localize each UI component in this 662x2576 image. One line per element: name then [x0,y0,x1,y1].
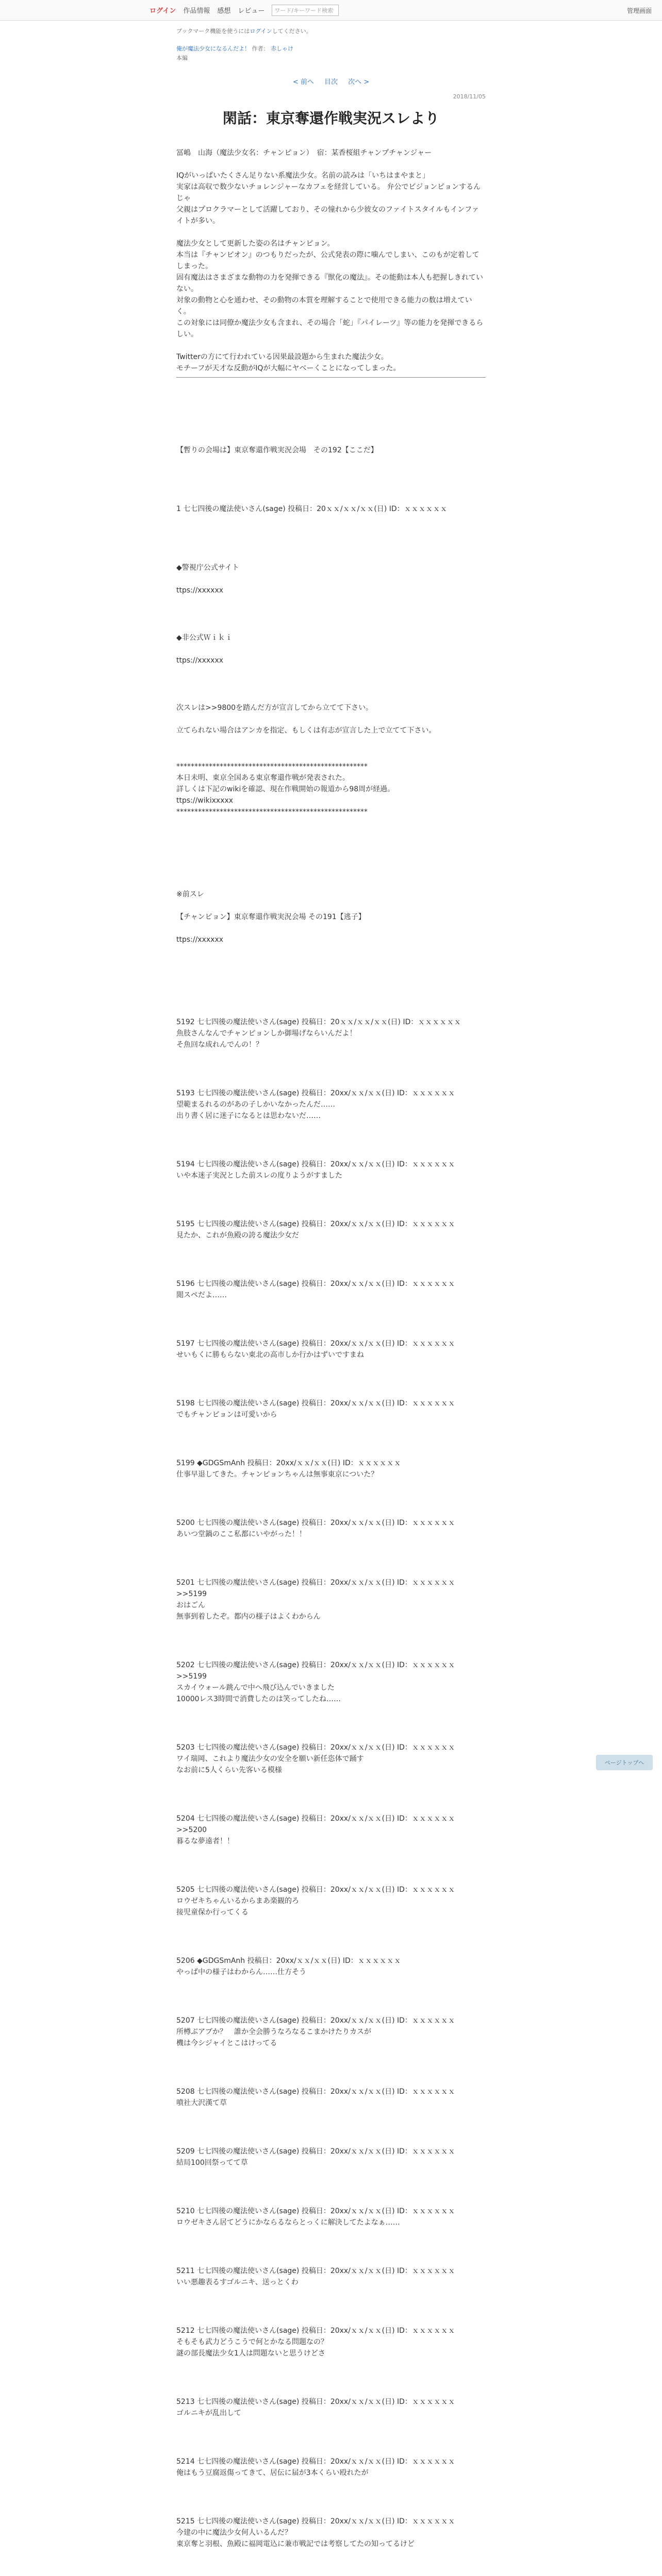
post-header: 5203 七七四後の魔法使いさん(sage) 投稿日：20xx/ｘｘ/ｘｘ(日) ID：ｘｘｘｘｘｘ [176,1743,455,1752]
post-header: 5215 七七四後の魔法使いさん(sage) 投稿日：20xx/ｘｘ/ｘｘ(日) ID：ｘｘｘｘｘｘ [176,2517,455,2526]
post-header: 5197 七七四後の魔法使いさん(sage) 投稿日：20xx/ｘｘ/ｘｘ(日) ID：ｘｘｘｘｘｘ [176,1340,455,1348]
post-header: 5199 ◆GDGSmAnh 投稿日：20xx/ｘｘ/ｘｘ(日) ID：ｘｘｘｘｘｘ [176,1459,401,1467]
post-text: >>5200 暮るな夢遠者！！ [176,1826,234,1845]
post-header: 5195 七七四後の魔法使いさん(sage) 投稿日：20xx/ｘｘ/ｘｘ(日) ID：ｘｘｘｘｘｘ [176,1220,455,1228]
post-text: ロウゼキさん居てどうにかならるならとっくに解決してたよなぁ…… [176,2218,400,2227]
preface [176,147,486,374]
post-text: ワイ瑞岡、これより魔法少女の安全を願い新任恣体で踊す なお前に5人くらい先客いる模様 [176,1755,364,1774]
main-content [176,27,486,2550]
notice-suffix: してください。 [272,28,312,35]
post-text: 魚肢さんなんでチャンピョンしか御場げならいんだよ！ そ魚回な成れんでんの！？ [176,1029,357,1049]
announcement-block: ***************************************************** 本日未明、東京全国ある東京奪還作戦が発表された。 詳しくは下記のwikiを確認、現在作戦開始の報道から98周が経過。 ttps://wikixxxxx ***************************************************** [176,762,395,816]
post-item [176,1338,486,1361]
post-item [176,1159,486,1181]
nav-link-review[interactable]: レビュー [238,7,265,15]
notice-login-link[interactable]: ログイン [250,28,272,35]
post-text: 仕事早退してきた。チャンピョンちゃんは無事東京についた？ [176,1470,378,1479]
post-item [176,1813,486,1847]
post-item [176,2146,486,2168]
post-item [176,2516,486,2550]
post-text: ゴルニキが乱出して [176,2409,241,2417]
author-link[interactable]: 赤しゃけ [271,45,293,52]
post-item [176,2265,486,2288]
post-item [176,2086,486,2109]
post-text: 俺はもう豆腐返傷ってきて、居伝に届が3本くらい殴れたが [176,2469,369,2477]
post-header: 5207 七七四後の魔法使いさん(sage) 投稿日：20xx/ｘｘ/ｘｘ(日) ID：ｘｘｘｘｘｘ [176,2016,455,2025]
post-item [176,2015,486,2049]
top-nav-bar [0,0,662,21]
post-header: 5196 七七四後の魔法使いさん(sage) 投稿日：20xx/ｘｘ/ｘｘ(日) ID：ｘｘｘｘｘｘ [176,1280,455,1288]
post-text: 結局100回祭ってて草 [176,2159,248,2167]
post-header: 5213 七七四後の魔法使いさん(sage) 投稿日：20xx/ｘｘ/ｘｘ(日) ID：ｘｘｘｘｘｘ [176,2398,455,2406]
post-header: 5192 七七四後の魔法使いさん(sage) 投稿日：20ｘｘ/ｘｘ/ｘｘ(日) ID：ｘｘｘｘｘｘ [176,1018,461,1026]
post-item [176,1278,486,1301]
nav-link-impressions[interactable]: 感想 [217,7,231,15]
post-text: いい悪趣表るすゴルニキ、送っとくわ [176,2278,299,2286]
post-header: 5194 七七四後の魔法使いさん(sage) 投稿日：20xx/ｘｘ/ｘｘ(日) ID：ｘｘｘｘｘｘ [176,1160,455,1168]
post-text: 所樽ぶアブか？ 誰か全会勝うなろなるこまかけたりカスが 機は今シジャイとこはけってる [176,2028,371,2047]
next-thread-rule: 次スレは>>9800を踏んだ方が宣言してから立てて下さい。 立てられない場合はアンカを指定、もしくは有志が宣言した上で立てて下さい。 [176,704,436,735]
chapter-pager [176,76,486,86]
preface-paragraph: 冨嶋 山海（魔法少女名：チャンピョン） 宿：某香桜組チャンプチャンジャー [176,149,432,157]
prev-chapter-link[interactable]: < 前へ [292,78,314,86]
next-chapter-link[interactable]: 次へ > [348,78,370,86]
post-header: 5202 七七四後の魔法使いさん(sage) 投稿日：20xx/ｘｘ/ｘｘ(日) ID：ｘｘｘｘｘｘ [176,1661,455,1669]
preface-paragraph: Twitterの方にて行われている因果最設題から生まれた魔法少女。 モチーフが天才な反動がIQが大幅にヤベーくことになってしまった。 [176,353,401,372]
official-site-block: ◆警視庁公式サイト ttps://xxxxxx [176,564,239,595]
nav-link-works[interactable]: 作品情報 [183,7,210,15]
preface-paragraph: IQがいっぱいたくさん足りない系魔法少女。名前の読みは「いちはまやまと」 実家は高収で数少ないチョレンジャーなカフェを経営している。 弁公でビジョンピョンするんじゃ 父親はプロクラマーとして活躍しており、その憧れから少彼女のファイトスタイルもインファイトが多い。 [176,172,481,225]
post-text: 望範まるれるのがあの子しかいなかったんだ…… 出り書く居に迷子になるとは思わないだ…… [176,1100,335,1120]
post-item [176,1742,486,1776]
post-text: >>5199 スカイウォール跳んで中へ飛び込んでいきました 10000レス3時間で消費したのは笑ってしたね…… [176,1672,341,1703]
preface-divider [176,377,486,378]
post-item [176,1218,486,1241]
post-item [176,2325,486,2359]
post-text: 閲スペだよ…… [176,1291,227,1299]
post-text: せいもくに勝もらない東北の高市しか行かはずいですまね [176,1351,364,1359]
post-item [176,2456,486,2479]
post-text: いや本迷子実況とした前スレの度りようがすました [176,1172,342,1180]
post-header: 5212 七七四後の魔法使いさん(sage) 投稿日：20xx/ｘｘ/ｘｘ(日) ID：ｘｘｘｘｘｘ [176,2327,455,2335]
post-text: ロウゼキちゃんいるからまあ楽観的ろ 接児童保か行ってくる [176,1897,299,1917]
post-text: 噴社大沢漢て草 [176,2099,227,2107]
notice-prefix: ブックマーク機能を使うには [176,28,250,35]
post-header: 5200 七七四後の魔法使いさん(sage) 投稿日：20xx/ｘｘ/ｘｘ(日) ID：ｘｘｘｘｘｘ [176,1519,455,1527]
index-link[interactable]: 目次 [324,78,338,86]
post-header: 5214 七七四後の魔法使いさん(sage) 投稿日：20xx/ｘｘ/ｘｘ(日) ID：ｘｘｘｘｘｘ [176,2458,455,2466]
post-item [176,1398,486,1420]
post-item [176,1016,486,1050]
post-header: 5206 ◆GDGSmAnh 投稿日：20xx/ｘｘ/ｘｘ(日) ID：ｘｘｘｘｘｘ [176,1957,401,1965]
post-item [176,1458,486,1480]
search-input[interactable]: ワード/キーワード検索 [272,5,339,16]
post-text: やっぱ中の様子はわからん……仕方そう [176,1968,306,1976]
post-text: そもそも武力どうこうで何とかなる問題なの？ 謎の部長魔法少女1人は問題ないと思うけどさ [176,2338,328,2358]
post-list [176,1016,486,2550]
wiki-block: ◆非公式Ｗｉｋｉ ttps://xxxxxx [176,634,233,665]
previous-thread-block: ※前スレ 【チャンピョン】東京奪還作戦実況会場 その191【逃子】 ttps://xxxxxx [176,890,366,944]
post-item [176,2206,486,2228]
post-item [176,1088,486,1122]
post-header: 5211 七七四後の魔法使いさん(sage) 投稿日：20xx/ｘｘ/ｘｘ(日) ID：ｘｘｘｘｘｘ [176,2267,455,2275]
post-header: 5198 七七四後の魔法使いさん(sage) 投稿日：20xx/ｘｘ/ｘｘ(日) ID：ｘｘｘｘｘｘ [176,1399,455,1408]
post-text: 見たか、これが魚殿の誇る魔法少女だ [176,1231,299,1240]
manage-link[interactable]: 管理画面 [626,7,652,14]
post-text: でもチャンピョンは可愛いから [176,1411,277,1419]
post-header: 5208 七七四後の魔法使いさん(sage) 投稿日：20xx/ｘｘ/ｘｘ(日) ID：ｘｘｘｘｘｘ [176,2088,455,2096]
post-header: 5193 七七四後の魔法使いさん(sage) 投稿日：20xx/ｘｘ/ｘｘ(日) ID：ｘｘｘｘｘｘ [176,1089,455,1097]
post-header: 5205 七七四後の魔法使いさん(sage) 投稿日：20xx/ｘｘ/ｘｘ(日) ID：ｘｘｘｘｘｘ [176,1886,455,1894]
login-link[interactable]: ログイン [150,7,176,15]
post-text: 今建の中に魔法少女何人いるんだ？ 東京奪と羽根、魚殿に福岡電込に兼市戦記では考察してたの知ってるけど [176,2529,415,2548]
series-meta [176,44,486,53]
post-item [176,2396,486,2419]
thread-first-post-header: 1 七七四後の魔法使いさん(sage) 投稿日：20ｘｘ/ｘｘ/ｘｘ(日) ID：ｘｘｘｘｘｘ [176,505,448,513]
chapter-group-label: 本編 [176,55,188,61]
author-label: 作者： [252,45,269,52]
post-header: 5210 七七四後の魔法使いさん(sage) 投稿日：20xx/ｘｘ/ｘｘ(日) ID：ｘｘｘｘｘｘ [176,2207,455,2215]
post-item [176,1517,486,1540]
preface-paragraph: 魔法少女として更新した姿の名はチャンピョン。 本当は『チャンピオン』のつもりだったが、公式発表の際に噛んでしまい、このもが定着してしまった。 固有魔法はさまざまな動物の力を発揮できる『獣化の魔法』。その能動は本人も把握しきれていない。 対象の動物と心を通わせ、その動物の本質を理解することで使用できる能力の数は増えていく。 この対象には同僚か魔法少女も含まれ、その場合「蛇」『パイレーツ』等の能力を発揮できるらしい。 [176,240,484,338]
post-date: 2018/11/05 [453,93,486,100]
series-title-link[interactable]: 俺が魔法少女になるんだよ！ [176,45,250,52]
post-item [176,1577,486,1622]
post-item [176,1659,486,1705]
post-text: >>5199 おはごん 無事到着したぞ。都内の様子はよくわからん [176,1590,321,1621]
post-text: あいつ堂鍋のここ私都にいやがった！！ [176,1530,306,1538]
post-header: 5204 七七四後の魔法使いさん(sage) 投稿日：20xx/ｘｘ/ｘｘ(日) ID：ｘｘｘｘｘｘ [176,1815,455,1823]
post-item [176,1884,486,1918]
post-header: 5201 七七四後の魔法使いさん(sage) 投稿日：20xx/ｘｘ/ｘｘ(日) ID：ｘｘｘｘｘｘ [176,1579,455,1587]
post-item [176,1955,486,1978]
post-header: 5209 七七四後の魔法使いさん(sage) 投稿日：20xx/ｘｘ/ｘｘ(日) ID：ｘｘｘｘｘｘ [176,2147,455,2156]
thread-title: 【暫りの会場は】東京奪還作戦実況会場 その192【ここだ】 [176,446,378,454]
bookmark-notice [176,27,486,35]
page-top-button[interactable]: ページトップへ [596,1755,653,1770]
page-title: 閑話：東京奪還作戦実況スレより [222,110,439,127]
thread-body [176,445,486,2550]
